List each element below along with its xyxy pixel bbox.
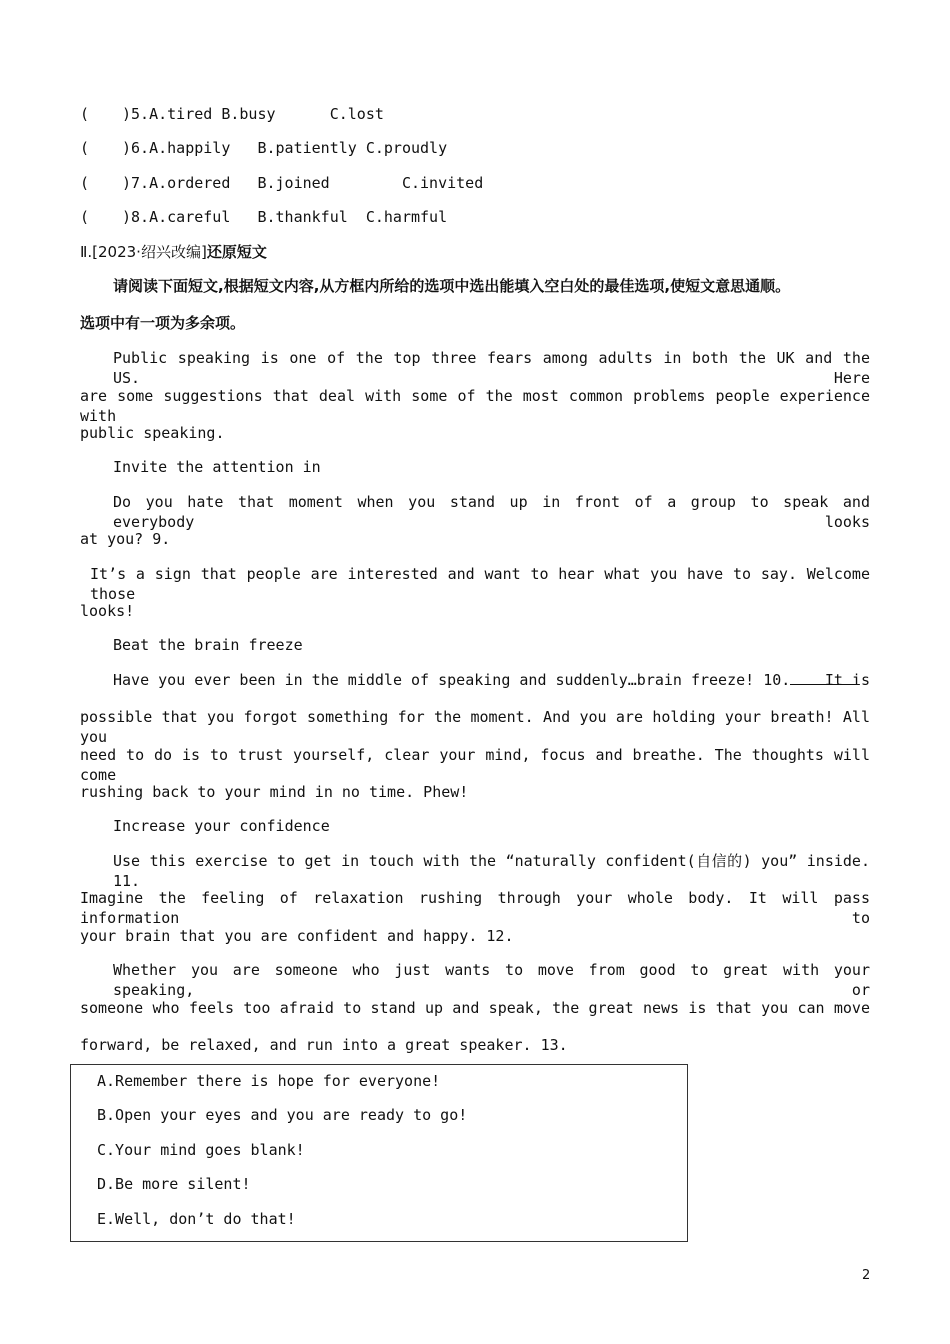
para3-line-3: need to do is to trust yourself, clear your mind, focus and breathe. The thoughts will come <box>80 746 870 784</box>
para5-line-2: someone who feels too afraid to stand up and speak, the great news is that you can move <box>80 999 870 1017</box>
para4-line-3: your brain that you are confident and happy. 12. <box>80 927 514 945</box>
instruction-line-1: 请阅读下面短文,根据短文内容,从方框内所给的选项中选出能填入空白处的最佳选项,使短文意思通顺。 <box>113 277 791 295</box>
para1-line-2: at you? 9. <box>80 530 171 548</box>
para4-line-2: Imagine the feeling of relaxation rushing through your whole body. It will pass information to <box>80 889 870 927</box>
subheading-brain-freeze: Beat the brain freeze <box>113 636 303 654</box>
option-d: D.Be more silent! <box>97 1175 251 1193</box>
para4-line-1: Use this exercise to get in touch with the “naturally confident(自信的) you” inside. 11. <box>113 852 870 890</box>
para2-line-2: looks! <box>80 602 135 620</box>
option-e: E.Well, don’t do that! <box>97 1210 296 1228</box>
para2-line-1: It’s a sign that people are interested and want to hear what you have to say. Welcome those <box>90 565 870 603</box>
para3-line-4: rushing back to your mind in no time. Phew! <box>80 783 469 801</box>
option-c: C.Your mind goes blank! <box>97 1141 305 1159</box>
intro-line-2: are some suggestions that deal with some of the most common problems people experience with <box>80 387 870 425</box>
page-number: 2 <box>862 1268 871 1283</box>
mcq-row-5: ( )5.A.tired B.busy C.lost <box>80 105 384 123</box>
intro-line-3: public speaking. <box>80 424 225 442</box>
intro-line-1: Public speaking is one of the top three fears among adults in both the UK and the US. Here <box>113 349 870 387</box>
para5-line-1: Whether you are someone who just wants to move from good to great with your speaking, or <box>113 961 870 999</box>
para3-line-2: possible that you forgot something for the moment. And you are holding your breath! All you <box>80 708 870 746</box>
para1-line-1: Do you hate that moment when you stand up in front of a group to speak and everybody looks <box>113 493 870 531</box>
subheading-attention: Invite the attention in <box>113 458 321 476</box>
option-a: A.Remember there is hope for everyone! <box>97 1072 441 1090</box>
mcq-row-7: ( )7.A.ordered B.joined C.invited <box>80 174 484 192</box>
section-title: Ⅱ.[2023·绍兴改编]还原短文 <box>80 243 267 261</box>
para5-line-3: forward, be relaxed, and run into a great speaker. 13. <box>80 1036 568 1054</box>
mcq-row-6: ( )6.A.happily B.patiently C.proudly <box>80 139 448 157</box>
instruction-line-2: 选项中有一项为多余项。 <box>80 314 246 332</box>
para3-line-1: Have you ever been in the middle of speaking and suddenly…brain freeze! 10. It is <box>113 671 870 689</box>
mcq-row-8: ( )8.A.careful B.thankful C.harmful <box>80 208 448 226</box>
option-b: B.Open your eyes and you are ready to go! <box>97 1106 468 1124</box>
options-box <box>70 1064 688 1242</box>
subheading-confidence: Increase your confidence <box>113 817 330 835</box>
